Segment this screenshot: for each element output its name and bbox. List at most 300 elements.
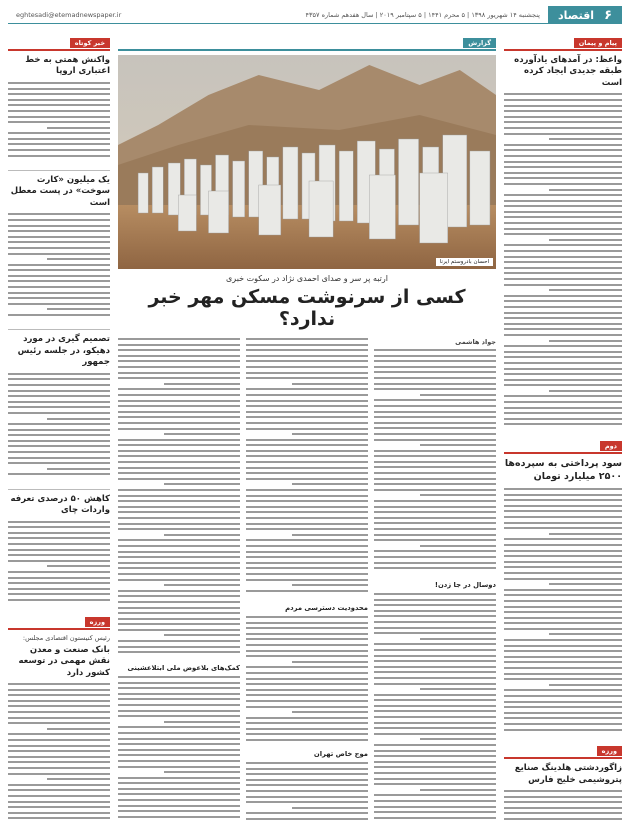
text-line: [246, 489, 368, 491]
section-label: ورزه: [597, 746, 622, 756]
text-line: [164, 433, 240, 435]
text-line: [246, 650, 368, 652]
text-line: [420, 638, 496, 640]
text-line: [118, 355, 240, 357]
text-line: [8, 784, 110, 786]
subheading: موج خاص تهران: [313, 750, 368, 758]
text-line: [8, 812, 110, 814]
text-line: [374, 483, 496, 485]
text-line: [504, 172, 622, 174]
text-line: [504, 250, 622, 252]
text-line: [8, 756, 110, 758]
text-line: [504, 706, 622, 708]
text-line: [246, 545, 368, 547]
text-line: [504, 673, 622, 675]
text-line: [246, 666, 368, 668]
text-line: [118, 601, 240, 603]
text-line: [374, 355, 496, 357]
article-body: [118, 338, 240, 660]
text-line: [374, 522, 496, 524]
text-line: [374, 455, 496, 457]
text-line: [504, 116, 622, 118]
text-line: [246, 590, 368, 592]
text-line: [47, 565, 110, 567]
text-line: [374, 371, 496, 373]
text-line: [246, 467, 368, 469]
text-line: [374, 710, 496, 712]
text-line: [504, 550, 622, 552]
text-line: [504, 384, 622, 386]
text-line: [292, 661, 368, 663]
text-line: [118, 489, 240, 491]
article-body: [246, 616, 368, 746]
text-line: [504, 373, 622, 375]
text-line: [292, 483, 368, 485]
divider: [8, 170, 110, 171]
news-title: یک میلیون «کارت سوخت» در پست معطل است: [10, 174, 110, 208]
text-line: [374, 744, 496, 746]
text-line: [8, 722, 110, 724]
text-line: [8, 521, 110, 523]
text-line: [246, 678, 368, 680]
text-line: [374, 778, 496, 780]
text-line: [8, 700, 110, 702]
text-line: [118, 743, 240, 745]
text-line: [118, 567, 240, 569]
text-line: [118, 500, 240, 502]
text-line: [8, 384, 110, 386]
article-body: [504, 790, 622, 820]
text-line: [8, 269, 110, 271]
text-line: [374, 817, 496, 819]
text-line: [246, 739, 368, 741]
text-line: [47, 728, 110, 730]
text-line: [374, 621, 496, 623]
text-line: [246, 338, 368, 340]
news-body: [8, 213, 110, 323]
text-line: [374, 727, 496, 729]
text-line: [374, 433, 496, 435]
text-line: [374, 599, 496, 601]
text-line: [8, 473, 110, 475]
divider: [8, 329, 110, 330]
text-line: [374, 627, 496, 629]
text-line: [118, 682, 240, 684]
article-columns: [118, 338, 496, 820]
text-line: [374, 694, 496, 696]
text-line: [8, 711, 110, 713]
text-line: [246, 644, 368, 646]
text-line: [118, 422, 240, 424]
text-line: [374, 750, 496, 752]
text-line: [118, 704, 240, 706]
text-line: [8, 286, 110, 288]
text-line: [420, 394, 496, 396]
text-line: [504, 272, 622, 274]
text-line: [8, 705, 110, 707]
text-line: [164, 721, 240, 723]
text-line: [504, 812, 622, 814]
text-line: [374, 416, 496, 418]
headline-kicker: ارتبه پر سر و صدای احمدی نژاد در سکوت خبری: [226, 274, 388, 283]
text-line: [8, 577, 110, 579]
text-line: [8, 241, 110, 243]
text-line: [246, 551, 368, 553]
photo-caption: احسان بادروستم ایرنا: [436, 258, 493, 266]
text-line: [374, 806, 496, 808]
text-line: [118, 405, 240, 407]
divider: [8, 489, 110, 490]
text-line: [8, 451, 110, 453]
text-line: [246, 717, 368, 719]
text-line: [246, 733, 368, 735]
author-byline: جواد هاشمی: [455, 338, 496, 346]
text-line: [246, 528, 368, 530]
text-line: [118, 693, 240, 695]
article-title: سود پرداختی به سپرده‌ها ۲۵۰۰ میلیارد تومان: [504, 458, 622, 483]
text-line: [504, 499, 622, 501]
text-line: [374, 567, 496, 569]
text-line: [504, 317, 622, 319]
text-line: [246, 478, 368, 480]
text-line: [374, 671, 496, 673]
text-line: [549, 390, 622, 392]
text-line: [118, 805, 240, 807]
text-line: [504, 334, 622, 336]
text-line: [8, 303, 110, 305]
text-line: [8, 219, 110, 221]
text-line: [8, 121, 110, 123]
text-line: [118, 676, 240, 678]
text-line: [246, 500, 368, 502]
text-line: [118, 749, 240, 751]
text-line: [374, 360, 496, 362]
text-line: [246, 722, 368, 724]
text-line: [504, 639, 622, 641]
text-line: [504, 510, 622, 512]
text-line: [118, 428, 240, 430]
text-line: [374, 800, 496, 802]
text-line: [374, 377, 496, 379]
text-line: [504, 205, 622, 207]
text-line: [8, 280, 110, 282]
text-line: [504, 701, 622, 703]
text-line: [8, 817, 110, 819]
text-line: [118, 517, 240, 519]
text-line: [118, 766, 240, 768]
text-line: [246, 394, 368, 396]
text-line: [8, 445, 110, 447]
text-line: [374, 472, 496, 474]
text-line: [504, 723, 622, 725]
text-line: [246, 790, 368, 792]
text-line: [8, 549, 110, 551]
text-line: [118, 618, 240, 620]
text-line: [374, 556, 496, 558]
text-line: [118, 349, 240, 351]
text-line: [374, 388, 496, 390]
text-line: [164, 534, 240, 536]
text-line: [504, 155, 622, 157]
text-line: [504, 729, 622, 731]
subheading: محدودیت دسترسی مردم: [285, 604, 368, 612]
text-line: [374, 461, 496, 463]
text-line: [246, 622, 368, 624]
section-bar: [118, 49, 496, 51]
text-line: [374, 772, 496, 774]
text-line: [374, 677, 496, 679]
text-line: [246, 444, 368, 446]
text-line: [504, 572, 622, 574]
text-line: [504, 611, 622, 613]
text-line: [504, 161, 622, 163]
text-line: [420, 688, 496, 690]
text-line: [118, 388, 240, 390]
text-line: [504, 166, 622, 168]
text-line: [8, 401, 110, 403]
text-line: [47, 418, 110, 420]
text-line: [504, 93, 622, 95]
text-line: [504, 712, 622, 714]
text-line: [504, 362, 622, 364]
text-line: [504, 407, 622, 409]
text-line: [8, 440, 110, 442]
text-line: [246, 768, 368, 770]
text-line: [8, 457, 110, 459]
text-line: [504, 127, 622, 129]
text-line: [246, 377, 368, 379]
text-line: [246, 439, 368, 441]
text-line: [8, 116, 110, 118]
text-line: [504, 801, 622, 803]
text-line: [118, 455, 240, 457]
text-line: [246, 683, 368, 685]
text-line: [504, 351, 622, 353]
text-line: [8, 264, 110, 266]
text-line: [504, 328, 622, 330]
text-line: [118, 495, 240, 497]
text-line: [246, 773, 368, 775]
text-line: [118, 816, 240, 818]
text-line: [8, 297, 110, 299]
article-body: [246, 338, 368, 600]
text-line: [8, 230, 110, 232]
text-line: [118, 687, 240, 689]
text-line: [8, 532, 110, 534]
text-line: [504, 228, 622, 230]
text-line: [118, 372, 240, 374]
text-line: [504, 516, 622, 518]
text-line: [246, 573, 368, 575]
text-line: [504, 661, 622, 663]
text-line: [246, 562, 368, 564]
text-line: [504, 105, 622, 107]
subheading: کمک‌های بلاعوض ملی ابتلاعشینی: [127, 664, 240, 672]
text-line: [118, 556, 240, 558]
text-line: [118, 511, 240, 513]
text-line: [246, 627, 368, 629]
text-line: [549, 684, 622, 686]
text-line: [374, 528, 496, 530]
text-line: [246, 633, 368, 635]
text-line: [118, 539, 240, 541]
text-line: [164, 383, 240, 385]
text-line: [374, 761, 496, 763]
text-line: [118, 394, 240, 396]
text-line: [118, 754, 240, 756]
issue-date: پنجشنبه ۱۴ شهریور ۱۳۹۸ | ۵ محرم ۱۴۴۱ | ۵ سپتامبر ۲۰۱۹ | سال هفدهم شماره ۴۳۵۷: [305, 10, 540, 19]
text-line: [374, 539, 496, 541]
text-line: [118, 439, 240, 441]
text-line: [374, 593, 496, 595]
text-line: [246, 360, 368, 362]
text-line: [246, 472, 368, 474]
text-line: [118, 377, 240, 379]
text-line: [8, 132, 110, 134]
article-column: [246, 338, 368, 820]
text-line: [504, 395, 622, 397]
text-line: [504, 379, 622, 381]
text-line: [8, 149, 110, 151]
text-line: [47, 127, 110, 129]
text-line: [8, 773, 110, 775]
text-line: [374, 511, 496, 513]
text-line: [246, 672, 368, 674]
text-line: [8, 378, 110, 380]
text-line: [8, 143, 110, 145]
section-bar: [504, 452, 622, 454]
text-line: [246, 728, 368, 730]
text-line: [8, 225, 110, 227]
text-line: [549, 138, 622, 140]
text-line: [8, 789, 110, 791]
text-line: [504, 538, 622, 540]
text-line: [504, 561, 622, 563]
text-line: [8, 554, 110, 556]
text-line: [246, 450, 368, 452]
text-line: [118, 411, 240, 413]
text-line: [504, 522, 622, 524]
text-line: [8, 801, 110, 803]
news-title: بانک صنعت و معدن نقش مهمی در توسعه کشور دارد: [18, 644, 110, 678]
text-line: [292, 383, 368, 385]
text-line: [246, 638, 368, 640]
text-line: [374, 534, 496, 536]
text-line: [504, 600, 622, 602]
article-body: [118, 676, 240, 820]
text-line: [374, 411, 496, 413]
text-line: [8, 599, 110, 601]
text-line: [504, 678, 622, 680]
text-line: [118, 738, 240, 740]
text-line: [8, 236, 110, 238]
text-line: [8, 253, 110, 255]
text-line: [8, 373, 110, 375]
text-line: [118, 810, 240, 812]
text-line: [118, 646, 240, 648]
text-line: [246, 455, 368, 457]
text-line: [246, 495, 368, 497]
text-line: [8, 462, 110, 464]
text-line: [504, 261, 622, 263]
text-line: [118, 760, 240, 762]
text-line: [504, 194, 622, 196]
text-line: [118, 360, 240, 362]
article-body: [504, 93, 622, 433]
text-line: [8, 406, 110, 408]
text-line: [504, 401, 622, 403]
text-line: [118, 651, 240, 653]
text-line: [374, 643, 496, 645]
text-line: [8, 694, 110, 696]
text-line: [8, 110, 110, 112]
text-line: [164, 584, 240, 586]
section-bar: [504, 757, 622, 759]
text-line: [8, 138, 110, 140]
text-line: [292, 807, 368, 809]
text-line: [504, 418, 622, 420]
text-line: [118, 579, 240, 581]
section-label: دوم: [600, 441, 622, 451]
text-line: [8, 571, 110, 573]
text-line: [374, 811, 496, 813]
text-line: [246, 511, 368, 513]
text-line: [420, 545, 496, 547]
text-line: [374, 439, 496, 441]
text-line: [118, 523, 240, 525]
right-column: [504, 30, 622, 814]
text-line: [504, 622, 622, 624]
text-line: [8, 99, 110, 101]
text-line: [8, 593, 110, 595]
text-line: [374, 716, 496, 718]
text-line: [118, 799, 240, 801]
text-line: [549, 239, 622, 241]
text-line: [8, 314, 110, 316]
text-line: [118, 595, 240, 597]
text-line: [8, 795, 110, 797]
text-line: [118, 607, 240, 609]
main-headline: کسی از سرنوشت مسکن مهر خبر ندارد؟: [148, 286, 466, 330]
text-line: [292, 711, 368, 713]
text-line: [504, 790, 622, 792]
text-line: [246, 517, 368, 519]
text-line: [504, 667, 622, 669]
text-line: [246, 349, 368, 351]
text-line: [8, 806, 110, 808]
text-line: [118, 562, 240, 564]
text-line: [374, 349, 496, 351]
text-line: [246, 706, 368, 708]
text-line: [374, 722, 496, 724]
text-line: [504, 717, 622, 719]
text-line: [374, 733, 496, 735]
text-line: [374, 562, 496, 564]
text-line: [374, 399, 496, 401]
text-line: [374, 655, 496, 657]
text-line: [246, 388, 368, 390]
text-line: [47, 468, 110, 470]
text-line: [118, 710, 240, 712]
text-line: [118, 726, 240, 728]
text-line: [374, 660, 496, 662]
text-line: [504, 284, 622, 286]
news-title: تصمیم گیری در مورد دهیکو، در جلسه رئیس جمهور: [17, 334, 110, 368]
text-line: [374, 478, 496, 480]
news-body: [8, 521, 110, 609]
text-line: [118, 528, 240, 530]
text-line: [504, 133, 622, 135]
